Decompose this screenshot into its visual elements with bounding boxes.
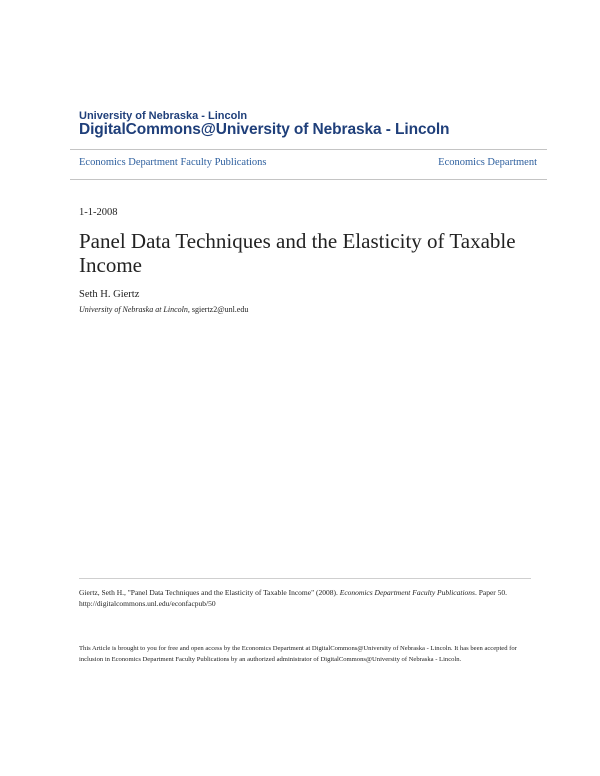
divider-citation — [79, 578, 531, 579]
citation-block — [79, 587, 529, 609]
citation-text: Giertz, Seth H., "Panel Data Techniques and the Elasticity of Taxable Income" (2008). — [79, 588, 340, 597]
author-affiliation — [79, 305, 248, 314]
divider-nav — [70, 179, 547, 180]
citation-url[interactable]: http://digitalcommons.unl.edu/econfacpub/50 — [79, 599, 216, 608]
nav-link-faculty-publications[interactable]: Economics Department Faculty Publications — [79, 157, 267, 168]
affiliation-email[interactable]: , sgiertz2@unl.edu — [187, 305, 249, 314]
university-name[interactable]: University of Nebraska - Lincoln — [79, 110, 248, 122]
nav-link-economics-department[interactable]: Economics Department — [438, 157, 537, 168]
divider-top — [70, 149, 547, 150]
access-notice: This Article is brought to you for free and open access by the Economics Department at DigitalCommons@University of Nebraska - Lincoln. It has been accepted for inclusion in Economics Department Faculty Publications by an authorized administrator of DigitalCommons@University of Nebraska - Lincoln. — [79, 645, 517, 663]
repository-name[interactable]: DigitalCommons@University of Nebraska - Lincoln — [79, 121, 450, 138]
publication-date: 1-1-2008 — [79, 207, 118, 218]
affiliation-institution: University of Nebraska at Lincoln — [79, 305, 188, 314]
citation-journal: Economics Department Faculty Publications — [339, 588, 475, 597]
article-title: Panel Data Techniques and the Elasticity of Taxable Income — [79, 229, 516, 277]
citation-paper: . Paper 50. — [474, 588, 508, 597]
author-name: Seth H. Giertz — [79, 289, 140, 300]
